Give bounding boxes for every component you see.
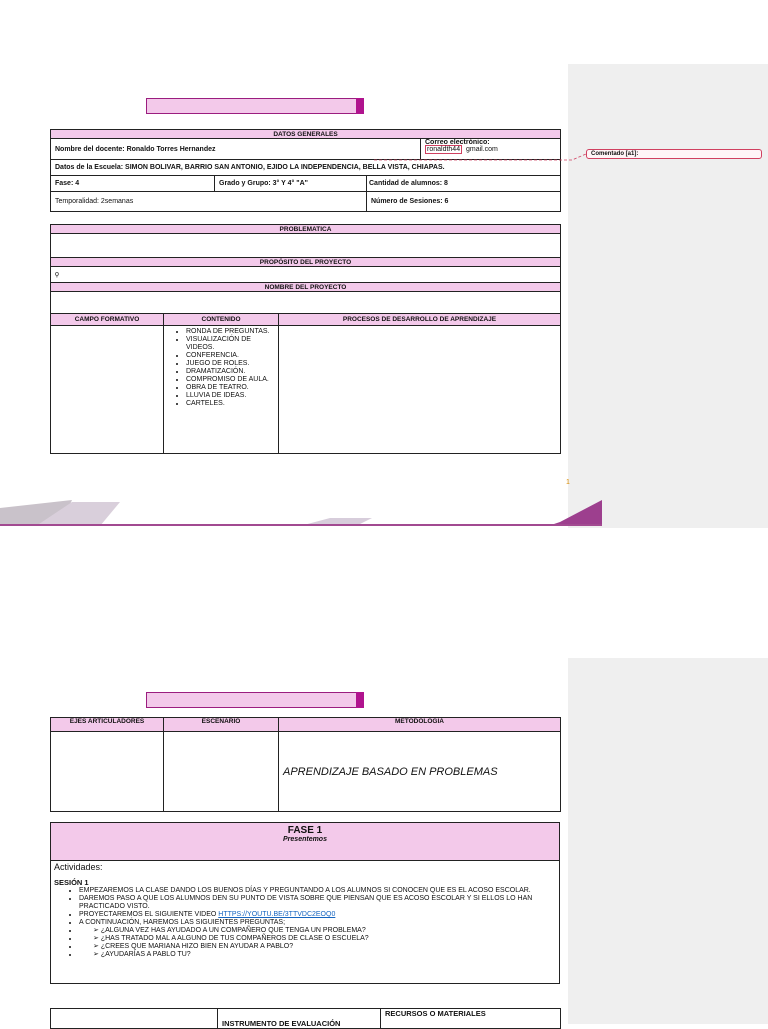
list-item: • OBRA DE TEATRO.	[186, 384, 274, 392]
problematica-title: PROBLEMATICA	[51, 225, 561, 234]
escuela-field: Datos de la Escuela: SIMON BOLIVAR, BARRIO SAN ANTONIO, EJIDO LA INDEPENDENCIA, BELLA VISTA, CHIAPAS.	[51, 160, 561, 176]
temporalidad-field: Temporalidad: 2semanas	[51, 192, 367, 212]
comment-pane-top	[568, 64, 768, 528]
comment-bubble[interactable]: Comentado [a1]:	[586, 149, 762, 159]
datos-generales-table	[50, 129, 561, 212]
campo-formativo-cell	[51, 326, 164, 454]
video-link[interactable]: HTTPS://YOUTU.BE/3TTVDC2EOQ0	[218, 911, 336, 918]
list-item: • VISUALIZACIÓN DE VIDEOS.	[186, 336, 274, 352]
comment-pane-bottom	[568, 658, 768, 1024]
nombre-proyecto-title: NOMBRE DEL PROYECTO	[51, 283, 561, 292]
page-header-bar	[146, 98, 364, 114]
contenido-list	[168, 328, 274, 408]
problematica-table	[50, 224, 561, 454]
ejes-header: EJES ARTICULADORES	[51, 718, 164, 732]
instrumento-label: INSTRUMENTO DE EVALUACIÓN	[218, 1009, 381, 1029]
comment-connector	[372, 150, 588, 162]
contenido-header: CONTENIDO	[164, 314, 279, 326]
ejes-cell	[51, 732, 164, 812]
recursos-label: RECURSOS O MATERIALES	[381, 1009, 561, 1029]
activity-list	[51, 887, 559, 959]
alumnos-field: Cantidad de alumnos: 8	[367, 176, 561, 192]
page2-header-bar	[146, 692, 364, 708]
list-item: • ➢ ¿ALGUNA VEZ HAS AYUDADO A UN COMPAÑERO QUE TENGA UN PROBLEMA?	[79, 927, 553, 935]
sesiones-field: Número de Sesiones: 6	[367, 192, 561, 212]
correo-domain: gmail.com	[465, 146, 498, 153]
list-item: • DRAMATIZACIÓN.	[186, 368, 274, 376]
list-item: • PROYECTAREMOS EL SIGUIENTE VIDEO HTTPS://YOUTU.BE/3TTVDC2EOQ0	[79, 911, 553, 919]
nombre-proyecto-value	[51, 292, 561, 314]
fase-subtitle: Presentemos	[283, 836, 327, 843]
proposito-value: ϙ	[51, 267, 561, 283]
problematica-value	[51, 234, 561, 258]
correo-user: ronaldth44	[427, 146, 461, 153]
list-item: • EMPEZAREMOS LA CLASE DANDO LOS BUENOS DÍAS Y PREGUNTANDO A LOS ALUMNOS SI CONOCEN QUE ES EL ACOSO ESCOLAR.	[79, 887, 553, 895]
metodologia-header: METODOLOGIA	[279, 718, 561, 732]
footer-decoration	[0, 498, 602, 528]
list-item: • ➢ ¿AYUDARÍAS A PABLO TU?	[79, 951, 553, 959]
page-gap	[0, 528, 768, 634]
evaluacion-table	[50, 1008, 561, 1029]
actividades-label: Actividades:	[54, 862, 103, 872]
escenario-cell	[164, 732, 279, 812]
fase-title: FASE 1	[287, 825, 323, 836]
procesos-cell	[279, 326, 561, 454]
contenido-cell	[164, 326, 279, 454]
list-item: • COMPROMISO DE AULA.	[186, 376, 274, 384]
list-item: • ➢ ¿CREES QUE MARIANA HIZO BIEN EN AYUDAR A PABLO?	[79, 943, 553, 951]
list-item: • RONDA DE PREGUNTAS.	[186, 328, 274, 336]
list-item: • DAREMOS PASO A QUE LOS ALUMNOS DEN SU PUNTO DE VISTA SOBRE QUE PIENSAN QUE ES ACOSO ESCOLAR Y SI ELLOS LO HAN PRACTICADO VISTO.	[79, 895, 553, 911]
list-item: • JUEGO DE ROLES.	[186, 360, 274, 368]
list-item: • ➢ ¿HAS TRATADO MAL A ALGUNO DE TUS COMPAÑEROS DE CLASE O ESCUELA?	[79, 935, 553, 943]
grado-field: Grado y Grupo: 3° Y 4° "A"	[215, 176, 367, 192]
campo-formativo-header: CAMPO FORMATIVO	[51, 314, 164, 326]
metodologia-value: APRENDIZAJE BASADO EN PROBLEMAS	[279, 732, 561, 812]
fase-header	[51, 823, 559, 861]
evaluacion-cell	[51, 1009, 218, 1029]
sesion-label: SESIÓN 1	[54, 878, 89, 887]
escenario-header: ESCENARIO	[164, 718, 279, 732]
procesos-header: PROCESOS DE DESARROLLO DE APRENDIZAJE	[279, 314, 561, 326]
list-item: • CONFERENCIA.	[186, 352, 274, 360]
list-item: • A CONTINUACIÓN, HAREMOS LAS SIGUIENTES PREGUNTAS;	[79, 919, 553, 927]
docente-field: Nombre del docente: Ronaldo Torres Hernandez	[51, 139, 421, 160]
fase-field: Fase: 4	[51, 176, 215, 192]
datos-generales-title: DATOS GENERALES	[51, 130, 561, 139]
correo-field: Correo electrónico: ronaldth44 gmail.com	[421, 139, 561, 160]
proposito-title: PROPÓSITO DEL PROYECTO	[51, 258, 561, 267]
fase-block	[50, 822, 560, 984]
list-item: • LLUVIA DE IDEAS.	[186, 392, 274, 400]
list-item: • CARTELES.	[186, 400, 274, 408]
metodologia-table	[50, 717, 561, 812]
page-number: 1	[566, 479, 570, 486]
